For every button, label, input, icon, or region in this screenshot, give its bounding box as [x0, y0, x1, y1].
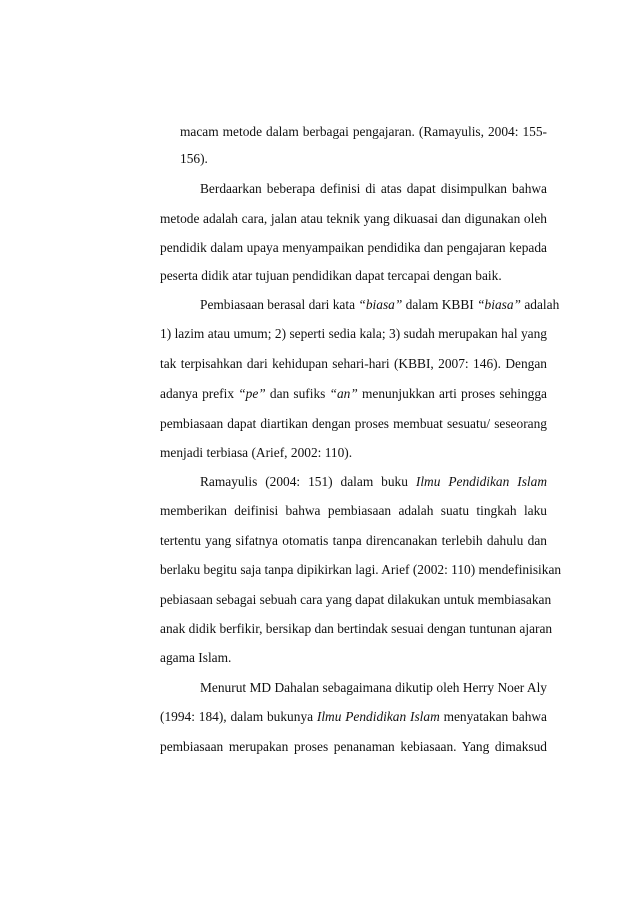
paragraph-line: memberikan deifinisi bahwa pembiasaan adalah suatu tingkah laku — [160, 503, 547, 518]
paragraph-line — [200, 297, 560, 313]
paragraph-line — [160, 386, 547, 402]
paragraph-line: menjadi terbiasa (Arief, 2002: 110). — [160, 445, 353, 460]
paragraph-line: pembiasaan dapat diartikan dengan proses membuat sesuatu/ seseorang — [160, 416, 547, 431]
paragraph-line: pembiasaan merupakan proses penanaman kebiasaan. Yang dimaksud — [160, 739, 547, 754]
italic-term: “biasa” — [477, 297, 521, 312]
paragraph-line: metode adalah cara, jalan atau teknik yang dikuasai dan digunakan oleh — [160, 211, 547, 226]
text-run: Pembiasaan berasal dari kata — [200, 297, 359, 312]
paragraph-line: pebiasaan sebagai sebuah cara yang dapat dilakukan untuk membiasakan — [160, 592, 552, 607]
paragraph-line: 1) lazim atau umum; 2) seperti sedia kala; 3) sudah merupakan hal yang — [160, 326, 547, 341]
paragraph-line: pendidik dalam upaya menyampaikan pendidika dan pengajaran kepada — [160, 240, 547, 255]
text-run: adanya prefix — [160, 386, 239, 401]
paragraph-line: Menurut MD Dahalan sebagaimana dikutip oleh Herry Noer Aly — [200, 680, 547, 695]
paragraph-line — [200, 474, 547, 490]
italic-term: “biasa” — [358, 297, 403, 312]
italic-term: “an” — [329, 386, 358, 401]
text-run: menyatakan bahwa — [439, 709, 547, 724]
paragraph-line — [160, 709, 547, 725]
text-run: (1994: 184), dalam bukunya — [160, 709, 317, 724]
paragraph-line: berlaku begitu saja tanpa dipikirkan lagi. Arief (2002: 110) mendefinisikan — [160, 562, 562, 577]
paragraph-line: tak terpisahkan dari kehidupan sehari-hari (KBBI, 2007: 146). Dengan — [160, 356, 547, 371]
paragraph-line: 156). — [180, 151, 208, 166]
paragraph-line: macam metode dalam berbagai pengajaran. (Ramayulis, 2004: 155- — [180, 124, 547, 139]
paragraph-line: agama Islam. — [160, 650, 232, 665]
text-run: dalam KBBI — [402, 297, 478, 312]
text-run: adalah — [521, 297, 560, 312]
book-title: Ilmu Pendidikan Islam — [415, 474, 547, 489]
book-title: Ilmu Pendidikan Islam — [316, 709, 440, 724]
paragraph-line: tertentu yang sifatnya otomatis tanpa direncanakan terlebih dahulu dan — [160, 533, 547, 548]
paragraph-line: peserta didik atar tujuan pendidikan dapat tercapai dengan baik. — [160, 268, 502, 283]
paragraph-line: anak didik berfikir, bersikap dan bertindak sesuai dengan tuntunan ajaran — [160, 621, 553, 636]
text-run: Ramayulis (2004: 151) dalam buku — [200, 474, 416, 489]
text-run: menunjukkan arti proses sehingga — [357, 386, 547, 401]
paragraph-line: Berdaarkan beberapa definisi di atas dapat disimpulkan bahwa — [200, 181, 547, 196]
text-run: dan sufiks — [265, 386, 330, 401]
italic-term: “pe” — [238, 386, 266, 401]
